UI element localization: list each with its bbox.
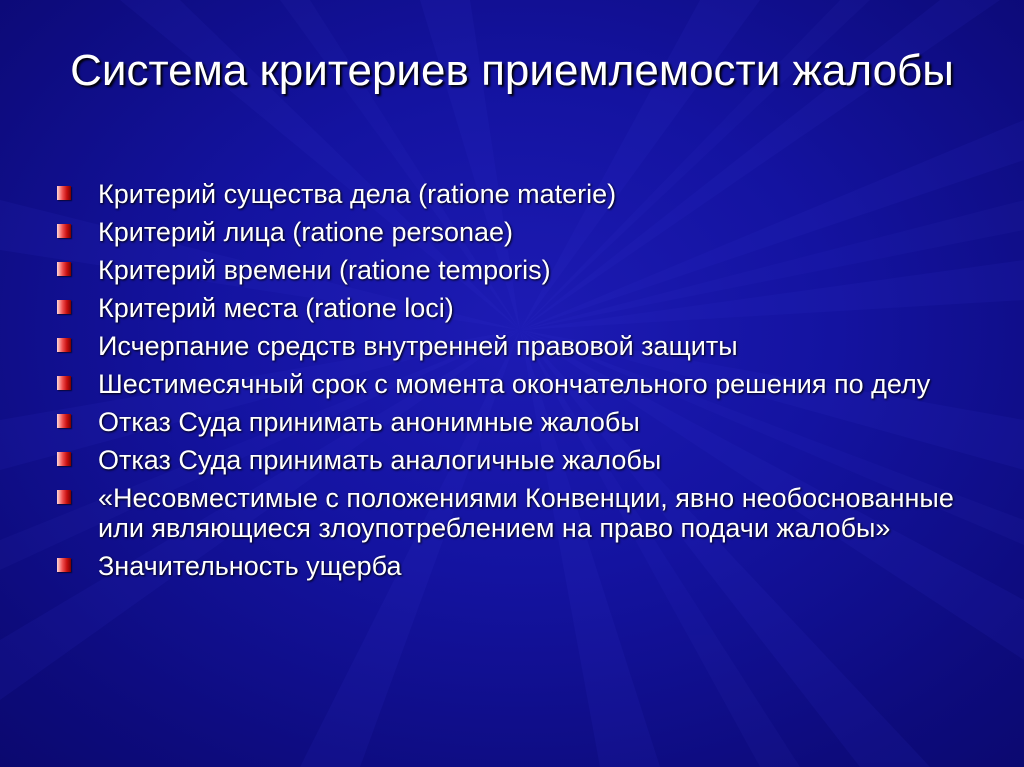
list-item-text: Значительность ущерба	[98, 551, 402, 581]
red-square-bullet-icon	[57, 452, 71, 466]
list-item	[56, 331, 966, 361]
red-square-bullet-icon	[57, 262, 71, 276]
list-item	[56, 551, 966, 581]
red-square-bullet-icon	[57, 224, 71, 238]
bullet-list	[56, 179, 966, 589]
list-item-text: «Несовместимые с положениями Конвенции, явно необоснованные или являющиеся злоупотреблением на право подачи жалобы»	[98, 483, 954, 543]
list-item-text: Критерий лица (ratione personae)	[98, 217, 514, 247]
red-square-bullet-icon	[57, 338, 71, 352]
red-square-bullet-icon	[57, 558, 71, 572]
list-item-text: Исчерпание средств внутренней правовой защиты	[98, 331, 738, 361]
list-item-text: Критерий времени (ratione temporis)	[98, 255, 551, 285]
list-item-text: Шестимесячный срок с момента окончательного решения по делу	[98, 369, 931, 399]
slide-title: Система критериев приемлемости жалобы	[70, 46, 954, 95]
list-item	[56, 407, 966, 437]
list-item-text: Критерий существа дела (ratione materie)	[98, 179, 617, 209]
list-item	[56, 369, 966, 399]
red-square-bullet-icon	[57, 300, 71, 314]
list-item	[56, 483, 966, 543]
list-item-text: Критерий места (ratione loci)	[98, 293, 454, 323]
red-square-bullet-icon	[57, 490, 71, 504]
list-item	[56, 255, 966, 285]
list-item	[56, 179, 966, 209]
list-item	[56, 217, 966, 247]
red-square-bullet-icon	[57, 376, 71, 390]
list-item-text: Отказ Суда принимать аналогичные жалобы	[98, 445, 662, 475]
list-item	[56, 445, 966, 475]
red-square-bullet-icon	[57, 186, 71, 200]
red-square-bullet-icon	[57, 414, 71, 428]
list-item	[56, 293, 966, 323]
list-item-text: Отказ Суда принимать анонимные жалобы	[98, 407, 640, 437]
